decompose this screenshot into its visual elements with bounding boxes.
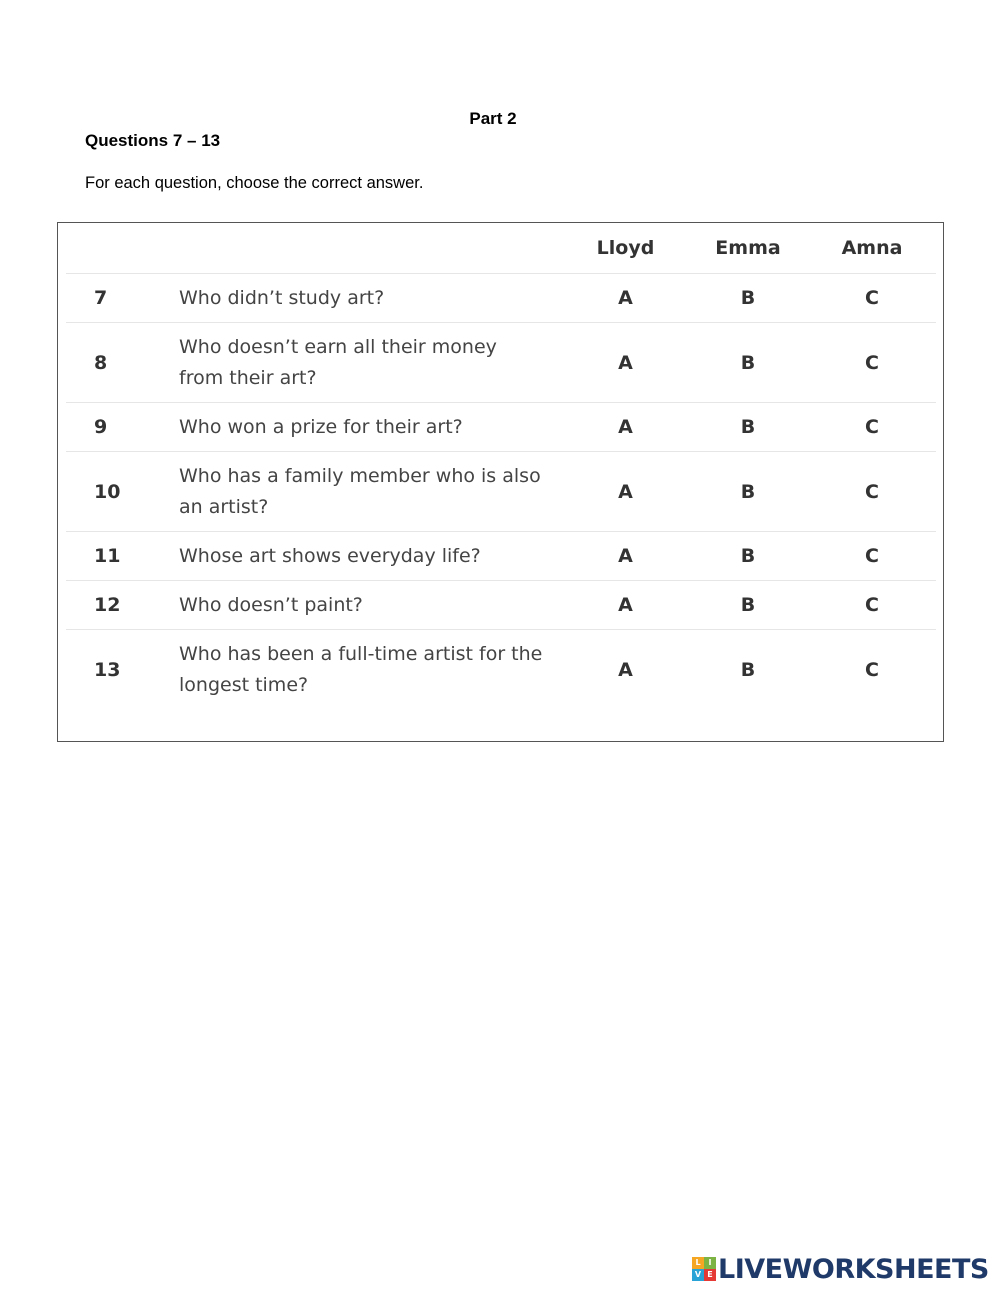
table-row xyxy=(66,630,936,710)
option-b[interactable]: B xyxy=(688,581,808,630)
option-c[interactable]: C xyxy=(808,452,936,532)
column-header-amna: Amna xyxy=(841,237,903,259)
logo-tile: V xyxy=(692,1269,704,1281)
option-c[interactable]: C xyxy=(808,630,936,710)
question-number: 10 xyxy=(66,452,178,532)
question-table-box xyxy=(57,222,944,742)
part-title: Part 2 xyxy=(469,109,517,128)
question-text: Who didn’t study art? xyxy=(178,274,563,323)
question-number: 13 xyxy=(66,630,178,710)
question-text: Who won a prize for their art? xyxy=(178,403,563,452)
column-header-lloyd: Lloyd xyxy=(596,237,655,259)
table-row xyxy=(66,581,936,630)
option-a[interactable]: A xyxy=(563,452,688,532)
header-empty-num xyxy=(66,223,178,274)
table-row xyxy=(66,452,936,532)
option-c[interactable]: C xyxy=(808,581,936,630)
questions-range: Questions 7 – 13 xyxy=(85,131,221,150)
option-c[interactable]: C xyxy=(808,323,936,403)
option-a[interactable]: A xyxy=(563,274,688,323)
table-header-row xyxy=(66,223,936,274)
logo-tile: L xyxy=(692,1257,704,1269)
option-b[interactable]: B xyxy=(688,274,808,323)
question-number: 11 xyxy=(66,532,178,581)
option-c[interactable]: C xyxy=(808,274,936,323)
question-text: Who doesn’t paint? xyxy=(178,581,563,630)
question-text: Who doesn’t earn all their money from their art? xyxy=(178,323,563,403)
table-row xyxy=(66,323,936,403)
header-empty-question xyxy=(178,223,563,274)
logo-tile: E xyxy=(704,1269,716,1281)
liveworksheets-brand xyxy=(692,1253,989,1285)
question-number: 8 xyxy=(66,323,178,403)
option-a[interactable]: A xyxy=(563,403,688,452)
question-text: Who has been a full-time artist for the longest time? xyxy=(178,630,563,710)
option-b[interactable]: B xyxy=(688,532,808,581)
liveworksheets-logo-icon xyxy=(692,1257,716,1281)
question-number: 12 xyxy=(66,581,178,630)
table-row xyxy=(66,274,936,323)
option-a[interactable]: A xyxy=(563,581,688,630)
table-row xyxy=(66,532,936,581)
question-table xyxy=(66,223,936,709)
option-c[interactable]: C xyxy=(808,532,936,581)
option-b[interactable]: B xyxy=(688,630,808,710)
option-a[interactable]: A xyxy=(563,323,688,403)
question-number: 7 xyxy=(66,274,178,323)
option-b[interactable]: B xyxy=(688,452,808,532)
option-b[interactable]: B xyxy=(688,403,808,452)
table-row xyxy=(66,403,936,452)
option-a[interactable]: A xyxy=(563,532,688,581)
question-text: Whose art shows everyday life? xyxy=(178,532,563,581)
column-header-emma: Emma xyxy=(715,237,781,259)
option-c[interactable]: C xyxy=(808,403,936,452)
option-b[interactable]: B xyxy=(688,323,808,403)
option-a[interactable]: A xyxy=(563,630,688,710)
logo-tile: I xyxy=(704,1257,716,1269)
instruction-text: For each question, choose the correct answer. xyxy=(85,174,424,192)
question-text: Who has a family member who is also an artist? xyxy=(178,452,563,532)
brand-name: LIVEWORKSHEETS xyxy=(718,1253,989,1285)
question-number: 9 xyxy=(66,403,178,452)
